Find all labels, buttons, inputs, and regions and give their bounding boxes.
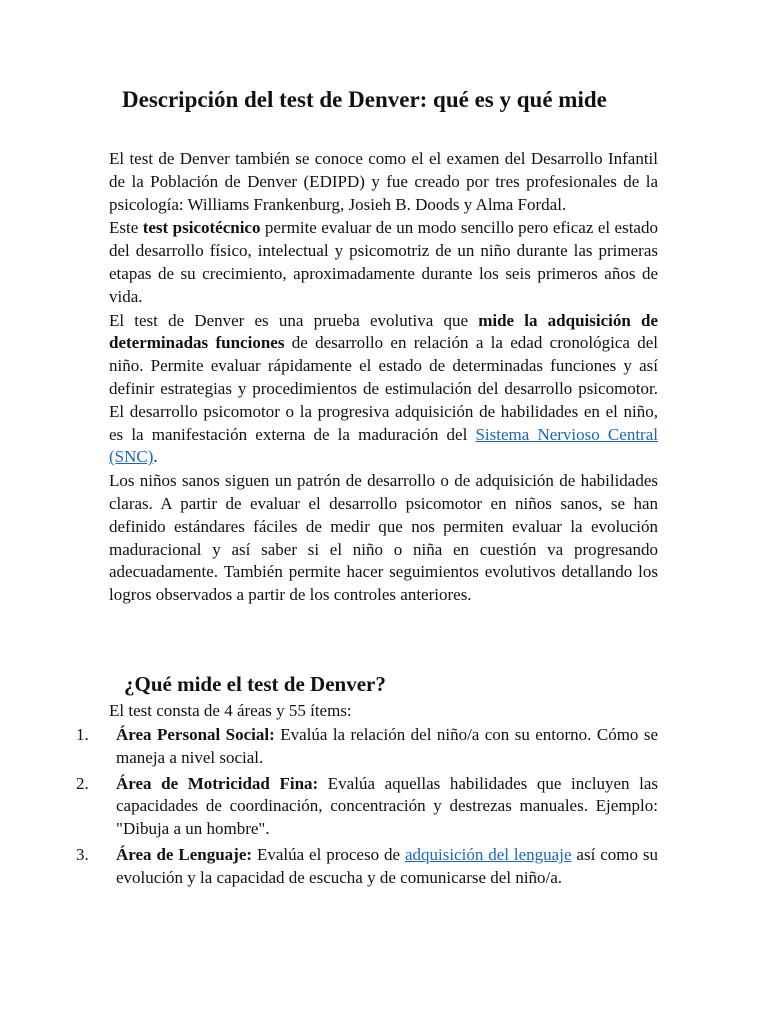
paragraph-2 <box>109 217 658 308</box>
paragraph-2-text-a: Este <box>109 218 143 238</box>
adquisicion-lenguaje-link[interactable]: adquisición del lenguaje <box>404 844 572 864</box>
list-item-text-end: así como su evolución y la capacidad de escucha y de comunicarse del niño/a. <box>116 844 658 887</box>
list-item <box>76 724 658 770</box>
list-item-title: Área Personal Social: <box>116 725 275 744</box>
list-number: 1. <box>76 725 89 744</box>
sistema-nervioso-link[interactable]: Sistema Nervioso Central (SNC) <box>109 424 658 467</box>
paragraph-2-text-b: permite evaluar de un modo sencillo pero eficaz el estado del desarrollo físico, intelectual y psicomotriz de un niño durante las primeras etapas de su crecimiento, aproximadamente durante los seis primeros años de vida. <box>109 218 658 306</box>
list-number: 2. <box>76 773 89 793</box>
paragraph-3-text-b: de desarrollo en relación a la edad cronológica del niño. Permite evaluar rápidamente el estado de determinadas funciones y así definir estrategias y procedimientos de estimulación del desarrollo psicomotor. El desarrollo psicomotor o la progresiva adquisición de habilidades en el niño, es la manifestación externa de la maduración del <box>109 333 658 444</box>
list-item-title: Área de Lenguaje: <box>116 844 253 864</box>
list-item-title: Área de Motricidad Fina: <box>116 773 319 793</box>
paragraph-4: Los niños sanos siguen un patrón de desarrollo o de adquisición de habilidades claras. A partir de evaluar el desarrollo psicomotor en niños sanos, se han definido estándares fáciles de medir que nos permiten evaluar la evolución maduracional y así saber si el niño o niña en cuestión va progresando adecuadamente. También permite hacer seguimientos evolutivos detallando los logros observados a partir de los controles anteriores. <box>109 471 658 605</box>
list-item <box>76 844 658 890</box>
list-item-text: Evalúa la relación del niño/a con su entorno. Cómo se maneja a nivel social. <box>116 725 658 767</box>
list-item-text: Evalúa el proceso de <box>252 844 405 864</box>
areas-list <box>76 724 658 890</box>
section-heading: ¿Qué mide el test de Denver? <box>124 672 386 696</box>
page-title: Descripción del test de Denver: qué es y qué mide <box>122 87 607 112</box>
list-item <box>76 773 658 841</box>
paragraph-3 <box>109 310 658 470</box>
paragraph-3-bold: mide la adquisición de determinadas funciones <box>109 310 658 353</box>
paragraph-1: El test de Denver también se conoce como el el examen del Desarrollo Infantil de la Población de Denver (EDIPD) y fue creado por tres profesionales de la psicología: Williams Frankenburg, Josieh B. Doods y Alma Fordal. <box>109 149 658 214</box>
list-number: 3. <box>76 844 89 864</box>
paragraph-3-text-a: El test de Denver es una prueba evolutiva que <box>109 310 479 330</box>
list-item-text: Evalúa aquellas habilidades que incluyen las capacidades de coordinación, concentración y destrezas manuales. Ejemplo: "Dibuja a un hombre". <box>116 773 658 839</box>
paragraph-2-bold: test psicotécnico <box>142 218 261 238</box>
paragraph-3-end: . <box>153 447 158 467</box>
section-intro: El test consta de 4 áreas y 55 ítems: <box>109 701 352 720</box>
article-body <box>109 148 658 607</box>
